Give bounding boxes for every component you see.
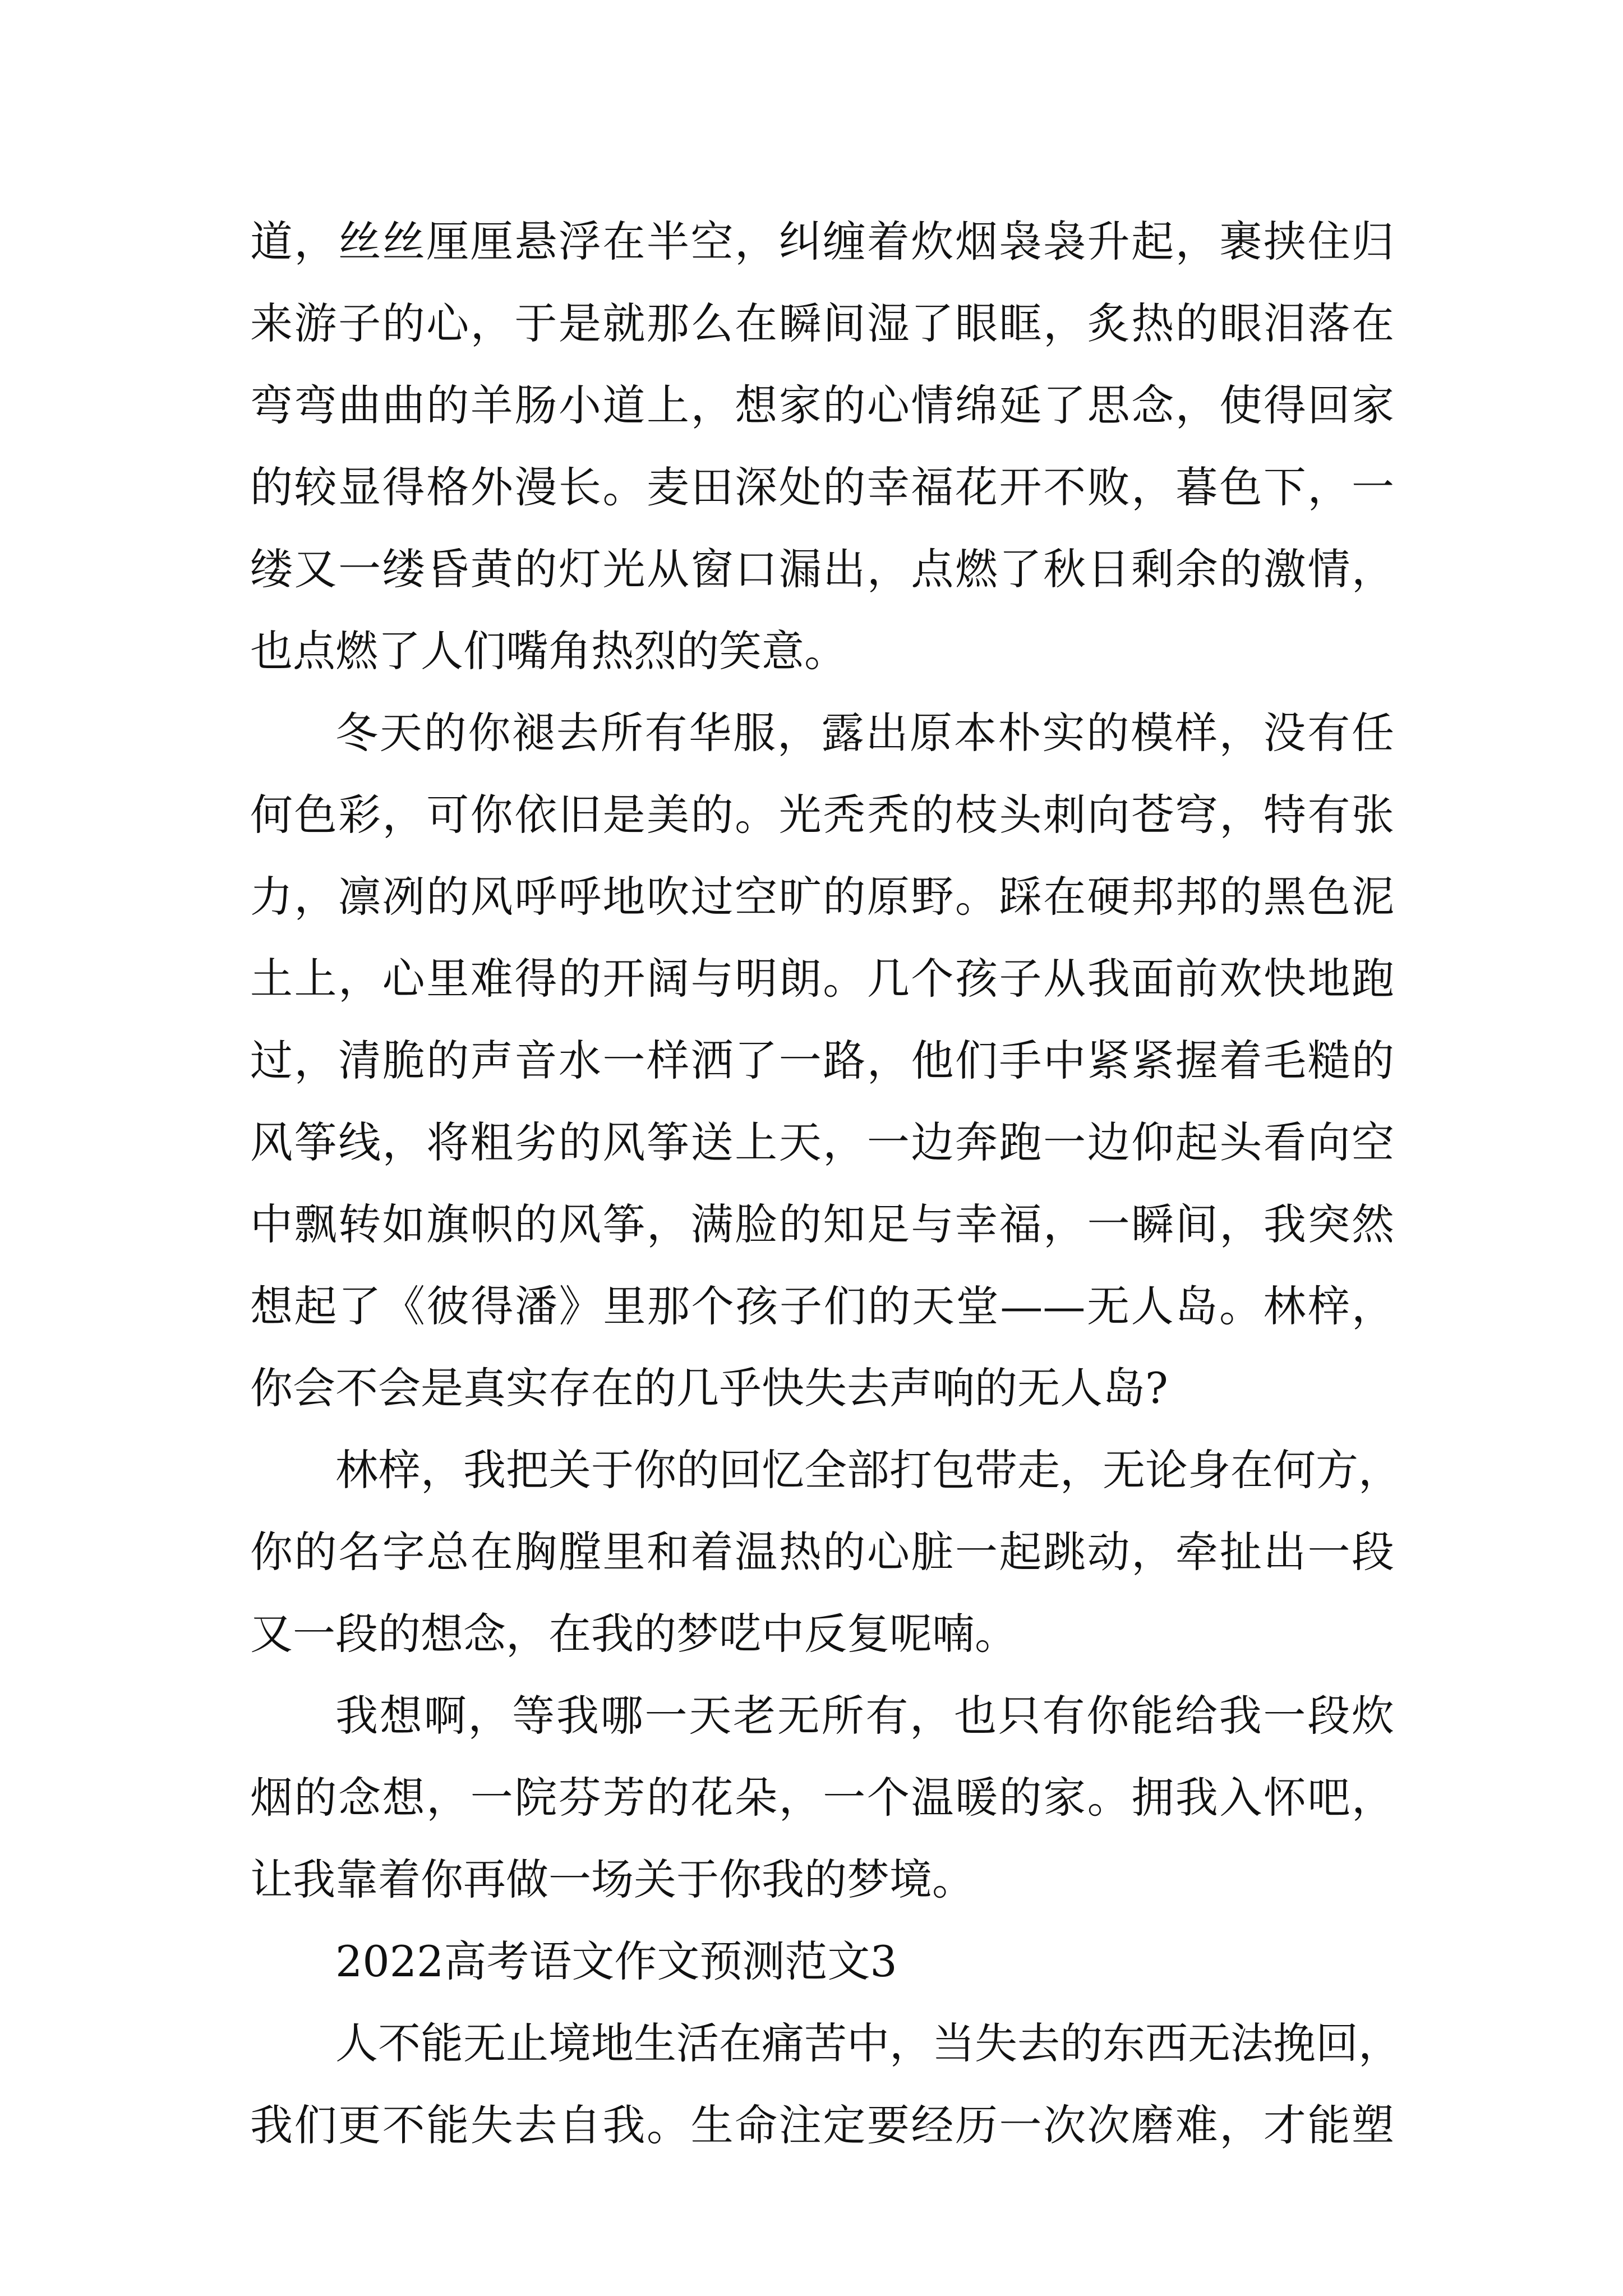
text-line: 让我靠着你再做一场关于你我的梦境。 (250, 1855, 975, 1904)
text-line: 人不能无止境地生活在痛苦中，当失去的东西无法挽回， (335, 2018, 1401, 2068)
text-line: 冬天的你褪去所有华服，露出原本朴实的模样，没有任 (335, 708, 1394, 758)
text-line: 烟的念想，一院芬芳的花朵，一个温暖的家。拥我入怀吧， (250, 1773, 1394, 1823)
text-line: 想起了《彼得潘》里那个孩子们的天堂——无人岛。林梓， (250, 1281, 1394, 1331)
text-line: 来游子的心，于是就那么在瞬间湿了眼眶，炙热的眼泪落在 (250, 298, 1394, 348)
text-line: 缕又一缕昏黄的灯光从窗口漏出，点燃了秋日剩余的激情， (250, 544, 1394, 594)
text-line: 过，清脆的声音水一样洒了一路，他们手中紧紧握着毛糙的 (250, 1036, 1394, 1085)
text-line: 风筝线，将粗劣的风筝送上天，一边奔跑一边仰起头看向空 (250, 1117, 1394, 1167)
text-line: 林梓，我把关于你的回忆全部打包带走，无论身在何方， (335, 1445, 1401, 1495)
text-line: 的较显得格外漫长。麦田深处的幸福花开不败，暮色下，一 (250, 462, 1394, 512)
section-heading: 2022高考语文作文预测范文3 (335, 1936, 897, 1986)
text-line: 我想啊，等我哪一天老无所有，也只有你能给我一段炊 (335, 1691, 1394, 1741)
text-line: 中飘转如旗帜的风筝，满脸的知足与幸福，一瞬间，我突然 (250, 1199, 1394, 1249)
text-line: 你会不会是真实存在的几乎快失去声响的无人岛? (250, 1363, 1168, 1413)
text-line: 道，丝丝厘厘悬浮在半空，纠缠着炊烟袅袅升起，裹挟住归 (250, 217, 1394, 266)
text-line: 也点燃了人们嘴角热烈的笑意。 (250, 626, 847, 676)
text-line: 弯弯曲曲的羊肠小道上，想家的心情绵延了思念，使得回家 (250, 380, 1394, 430)
text-line: 力，凛冽的风呼呼地吹过空旷的原野。踩在硬邦邦的黑色泥 (250, 872, 1394, 922)
text-line: 你的名字总在胸膛里和着温热的心脏一起跳动，牵扯出一段 (250, 1527, 1394, 1577)
text-line: 我们更不能失去自我。生命注定要经历一次次磨难，才能塑 (250, 2100, 1394, 2150)
document-body (250, 201, 1401, 2166)
text-line: 又一段的想念，在我的梦呓中反复呢喃。 (250, 1609, 1017, 1659)
text-line: 何色彩，可你依旧是美的。光秃秃的枝头刺向苍穹，特有张 (250, 790, 1394, 840)
text-line: 土上，心里难得的开阔与明朗。几个孩子从我面前欢快地跑 (250, 954, 1394, 1004)
